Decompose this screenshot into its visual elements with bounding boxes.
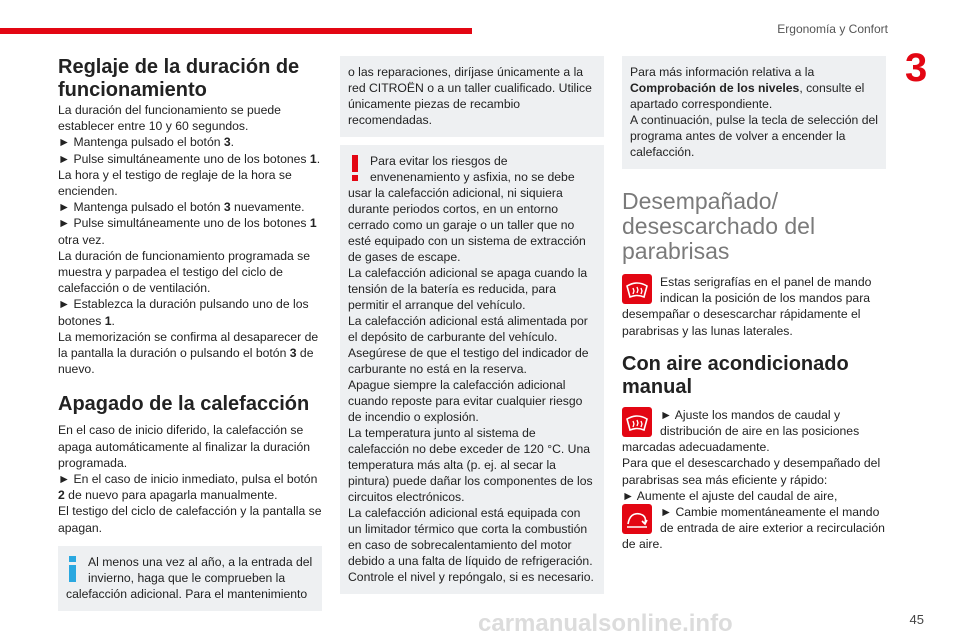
- paragraph: La hora y el testigo de reglaje de la hora se encienden.: [58, 167, 292, 199]
- info-text: A continuación, pulse la tecla de selección del programa antes de volver a encender la calefacción.: [630, 113, 878, 159]
- paragraph: El testigo del ciclo de calefacción y la pantalla se apagan.: [58, 504, 322, 535]
- warning-text: Para evitar los riesgos de envenenamiento y asfixia, no se debe usar la calefacción adicional, ni siquiera durante periodos cortos, en un entorno cerrado como un garaje o un taller que no esté equipado con un sistema de extracción de gases de escape.: [348, 154, 586, 264]
- paragraph: La duración de funcionamiento programada se muestra y parpadea el testigo del ciclo de calefacción o de ventilación.: [58, 248, 311, 296]
- warning-text: La calefacción adicional está alimentada por el depósito de carburante del vehículo. Asegúrese de que el testigo del indicador de carburante no está en la reserva.: [348, 314, 589, 376]
- section-title: Ergonomía y Confort: [777, 22, 888, 36]
- paragraph: Estas serigrafías en el panel de mando indican la posición de los mandos para desempañar o desescarchar rápidamente el parabrisas y las lunas laterales.: [622, 275, 872, 338]
- heading-manual-ac: Con aire acondicionado manual: [622, 352, 849, 398]
- air-recirculation-icon: [622, 504, 652, 534]
- info-box: [58, 546, 322, 611]
- paragraph: La duración del funcionamiento se puede establecer entre 10 y 60 segundos.: [58, 103, 281, 134]
- step: ► Pulse simultáneamente uno de los botones 1.: [58, 151, 322, 167]
- column-2: [340, 56, 604, 594]
- windscreen-defrost-icon: [622, 274, 652, 304]
- heading-defrost: Desempañado/ desescarchado del parabrisas: [622, 188, 816, 264]
- warning-text: La calefacción adicional está equipada con un limitador térmico que corta la combustión en caso de sobrecalentamiento del motor debido a una falta de líquido de refrigeración. Controle el nivel y repóngalo, si es necesario.: [348, 506, 594, 584]
- manual-ac-steps: [622, 407, 886, 553]
- step: ► Ajuste los mandos de caudal y distribución de aire en las posiciones marcadas adecuadamente.: [622, 407, 886, 456]
- step: ► Aumente el ajuste del caudal de aire,: [622, 488, 886, 504]
- step: ► Establezca la duración pulsando uno de los botones 1.: [58, 296, 322, 328]
- defrost-intro: [622, 274, 886, 339]
- windscreen-defrost-icon: [622, 407, 652, 437]
- warning-box: [340, 145, 604, 594]
- info-box-continued: [340, 56, 604, 137]
- chapter-number: 3: [905, 46, 928, 90]
- page-number: 45: [909, 612, 924, 627]
- paragraph: En el caso de inicio diferido, la calefacción se apaga automáticamente al finalizar la duración programada.: [58, 423, 311, 470]
- header-accent-bar: [0, 28, 472, 34]
- info-text: Al menos una vez al año, a la entrada del invierno, haga que le comprueben la calefacción adicional. Para el mantenimiento: [66, 554, 313, 601]
- info-text: Para más información relativa a la Comprobación de los niveles, consulte el apartado correspondiente.: [630, 65, 865, 111]
- warning-text: La calefacción adicional se apaga cuando la tensión de la batería es reducida, para permitir el arranque del vehículo.: [348, 266, 588, 312]
- warning-text: Apague siempre la calefacción adicional cuando reposte para evitar cualquier riesgo de incendio o explosión.: [348, 378, 583, 424]
- watermark-text: carmanualsonline.info: [478, 610, 733, 637]
- heading-heating-off: Apagado de la calefacción: [58, 393, 310, 416]
- paragraph: La memorización se confirma al desaparecer de la pantalla la duración o pulsando el botón 3 de nuevo.: [58, 329, 319, 377]
- step: ► Cambie momentáneamente el mando de entrada de aire exterior a recirculación de aire.: [622, 504, 886, 553]
- info-box-continued: [622, 56, 886, 169]
- info-text: o las reparaciones, diríjase únicamente a la red CITROËN o a un taller cualificado. Utilice únicamente piezas de recambio recomendadas.: [348, 65, 592, 127]
- column-1: [58, 56, 322, 611]
- step: ► Mantenga pulsado el botón 3.: [58, 134, 322, 150]
- column-3: [622, 56, 886, 553]
- heading-duration: Reglaje de la duración de funcionamiento: [58, 56, 300, 101]
- warning-text: La temperatura junto al sistema de calefacción no debe exceder de 120 °C. Una temperatura más alta (p. ej. al secar la pintura) puede dañar los componentes de los circuitos electrónicos.: [348, 426, 593, 504]
- step: ► Mantenga pulsado el botón 3 nuevamente.: [58, 199, 322, 215]
- info-icon: [66, 556, 80, 582]
- paragraph: Para que el desescarchado y desempañado del parabrisas sea más eficiente y rápido:: [622, 456, 881, 487]
- warning-icon: [348, 155, 362, 181]
- step: ► En el caso de inicio inmediato, pulsa el botón 2 de nuevo para apagarla manualmente.: [58, 471, 322, 503]
- step: ► Pulse simultáneamente uno de los botones 1 otra vez.: [58, 215, 322, 247]
